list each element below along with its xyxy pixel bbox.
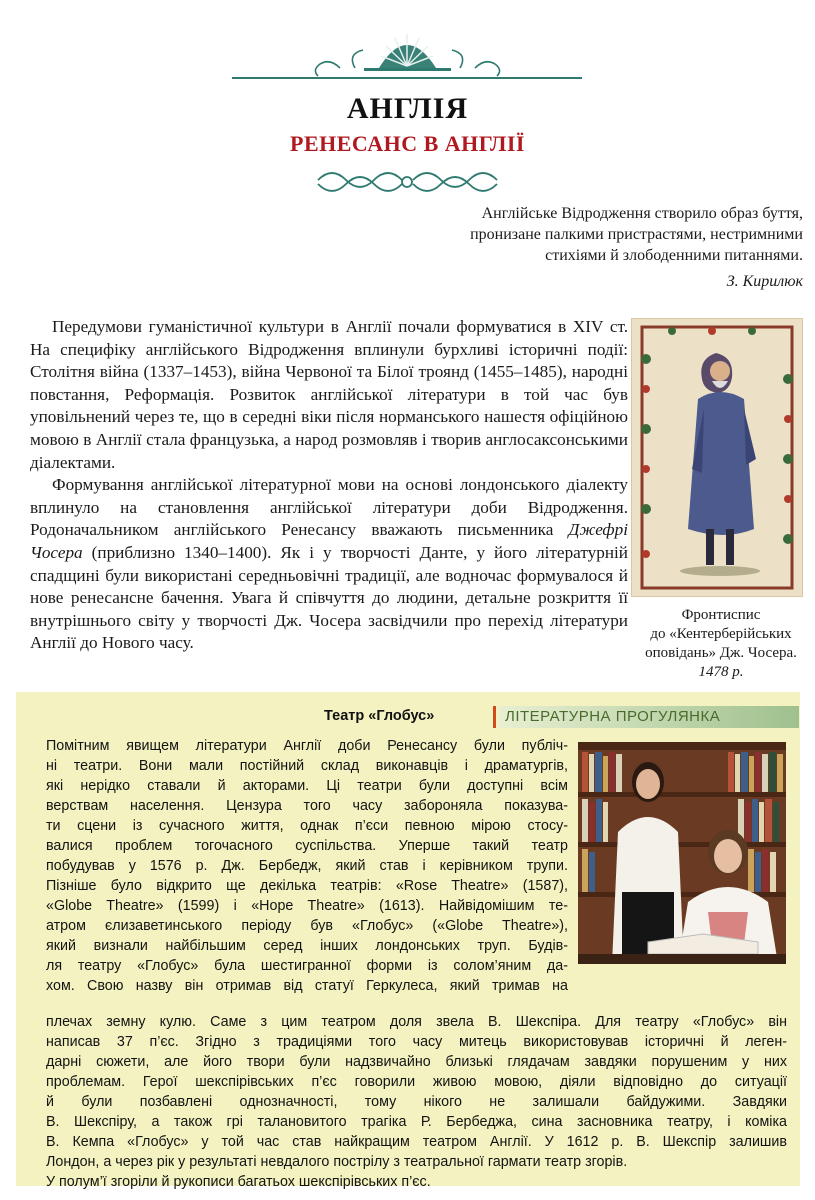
info-line: В. Кемпа «Глобус» у той час став найкращим театром Англії. У 1612 р. В. Шекспір залишив [46, 1134, 787, 1150]
info-line: валися проблем тогочасного суспільства. Уперше такий театр [46, 838, 568, 854]
frontispiece-image [631, 318, 803, 597]
info-line: плечах земну кулю. Саме з цим театром доля звела В. Шекспіра. Для театру «Глобус» він [46, 1014, 787, 1030]
info-line: атром єлизаветинського періоду був «Глобус» («Globe Theatre»), [46, 918, 568, 934]
caption-line: оповідань» Дж. Чосера. [645, 645, 797, 661]
info-text-narrow [46, 736, 568, 996]
info-line: Лондон, а через рік у результаті невдалого пострілу з театральної гармати театр згорів. [46, 1154, 628, 1170]
main-paragraph-1: Передумови гуманістичної культури в Англії почали формуватися в XIV ст. На специфіку англійського Відродження вплинули бурхливі історичні події: Столітня війна (1337–1453), війна Червоної та Білої троянд (1455–1485), народні повстання, Реформація. Розвиток англійської літератури в той час був уповільнений через те, що в середні віки після норманського нашестя офіційною мовою в Англії стала французька, а народ розмовляв і творив англосаксонськими діалектами. [30, 317, 628, 472]
epigraph [400, 203, 803, 292]
info-line: верствам населення. Цензура того часу забороняла показува- [46, 798, 568, 814]
info-box-heading: Театр «Глобус» [324, 708, 435, 724]
info-line: проблемам. Герої шекспірівських п’єс говорили живою мовою, діяли відповідно до ситуації [46, 1074, 787, 1090]
main-paragraph-2 [30, 474, 628, 655]
info-line: Помітним явищем літератури Англії доби Ренесансу були публіч- [46, 738, 568, 754]
caption-year: 1478 р. [698, 664, 744, 680]
info-line: які нерідко ставали й акторами. Ці театри були доступні всім [46, 778, 568, 794]
paragraph-text: Формування англійської літературної мови на основі лондонського діалекту вплинуло на становлення англійської літератури доби Відродження. Родоначальником англійського Ренесансу вважають письменника [30, 475, 628, 540]
info-line: написав 37 п’єс. Згідно з традиціями того часу митець використовував історичні й леген- [46, 1034, 787, 1050]
bottom-ornament [0, 162, 815, 202]
info-line: Пізніше було відкрито ще декілька театрів: «Rose Theatre» (1587), [46, 878, 568, 894]
info-line: й були позбавлені однозначності, тому нікого не залишали байдужими. Завдяки [46, 1094, 787, 1110]
info-line: хом. Свою назву він отримав від статуї Геркулеса, який тримав на [46, 978, 568, 994]
info-line: який визнали найбільшим серед інших лондонських труп. Будів- [46, 938, 568, 954]
main-text [30, 316, 628, 655]
top-ornament [0, 20, 815, 85]
rubric-marker [493, 706, 496, 728]
rubric-label: ЛІТЕРАТУРНА ПРОГУЛЯНКА [499, 706, 799, 728]
epigraph-line: стихіями й злободенними питаннями. [545, 247, 803, 264]
info-line: У полум’ї згоріли й рукописи багатьох шекспірівських п’єс. [46, 1174, 431, 1190]
epigraph-line: Англійське Відродження створило образ буття, [481, 205, 803, 222]
paragraph-text: (приблизно 1340–1400). Як і у творчості Данте, у його літературній спадщині були використані середньовічні традиції, але водночас формувалося й нове ренесансне бачення. Увага й співчуття до людини, детальне розкриття її внутрішнього світу у творчості Дж. Чосера засвідчили про перехід літератури Англії до Нового часу. [30, 542, 628, 653]
author-name: Джефрі Чосера [30, 520, 628, 562]
info-line: дарні сюжети, але його твори були надзвичайно близькі глядачам завдяки порушеним у них [46, 1054, 787, 1070]
page-subtitle: РЕНЕСАНС В АНГЛІЇ [290, 131, 525, 156]
epigraph-author: З. Кирилюк [726, 273, 803, 290]
info-line: В. Шекспіру, а також грі талановитого трагіка Р. Бербеджа, сина засновника театру, і коміка [46, 1114, 787, 1130]
info-line: ні театри. Вони мали постійний склад виконавців і драматургів, [46, 758, 568, 774]
info-line: «Globe Theatre» (1599) і «Hope Theatre» (1613). Найвідомішим те- [46, 898, 568, 914]
info-line: ля театру «Глобус» була шестигранної форми із солом’яним да- [46, 958, 568, 974]
info-text-wide [46, 1012, 787, 1192]
page-title: АНГЛІЯ [346, 92, 469, 125]
library-photo [578, 742, 786, 964]
info-line: ти сцени із сучасного життя, однак п’єси певною мірою стосу- [46, 818, 568, 834]
caption-line: Фронтиспис [681, 607, 761, 623]
caption-line: до «Кентерберійських [650, 626, 792, 642]
epigraph-line: пронизане палкими пристрастями, нестримними [470, 226, 803, 243]
info-line: побудував у 1576 р. Дж. Бербедж, який став і керівником трупи. [46, 858, 568, 874]
frontispiece-caption [631, 606, 811, 682]
